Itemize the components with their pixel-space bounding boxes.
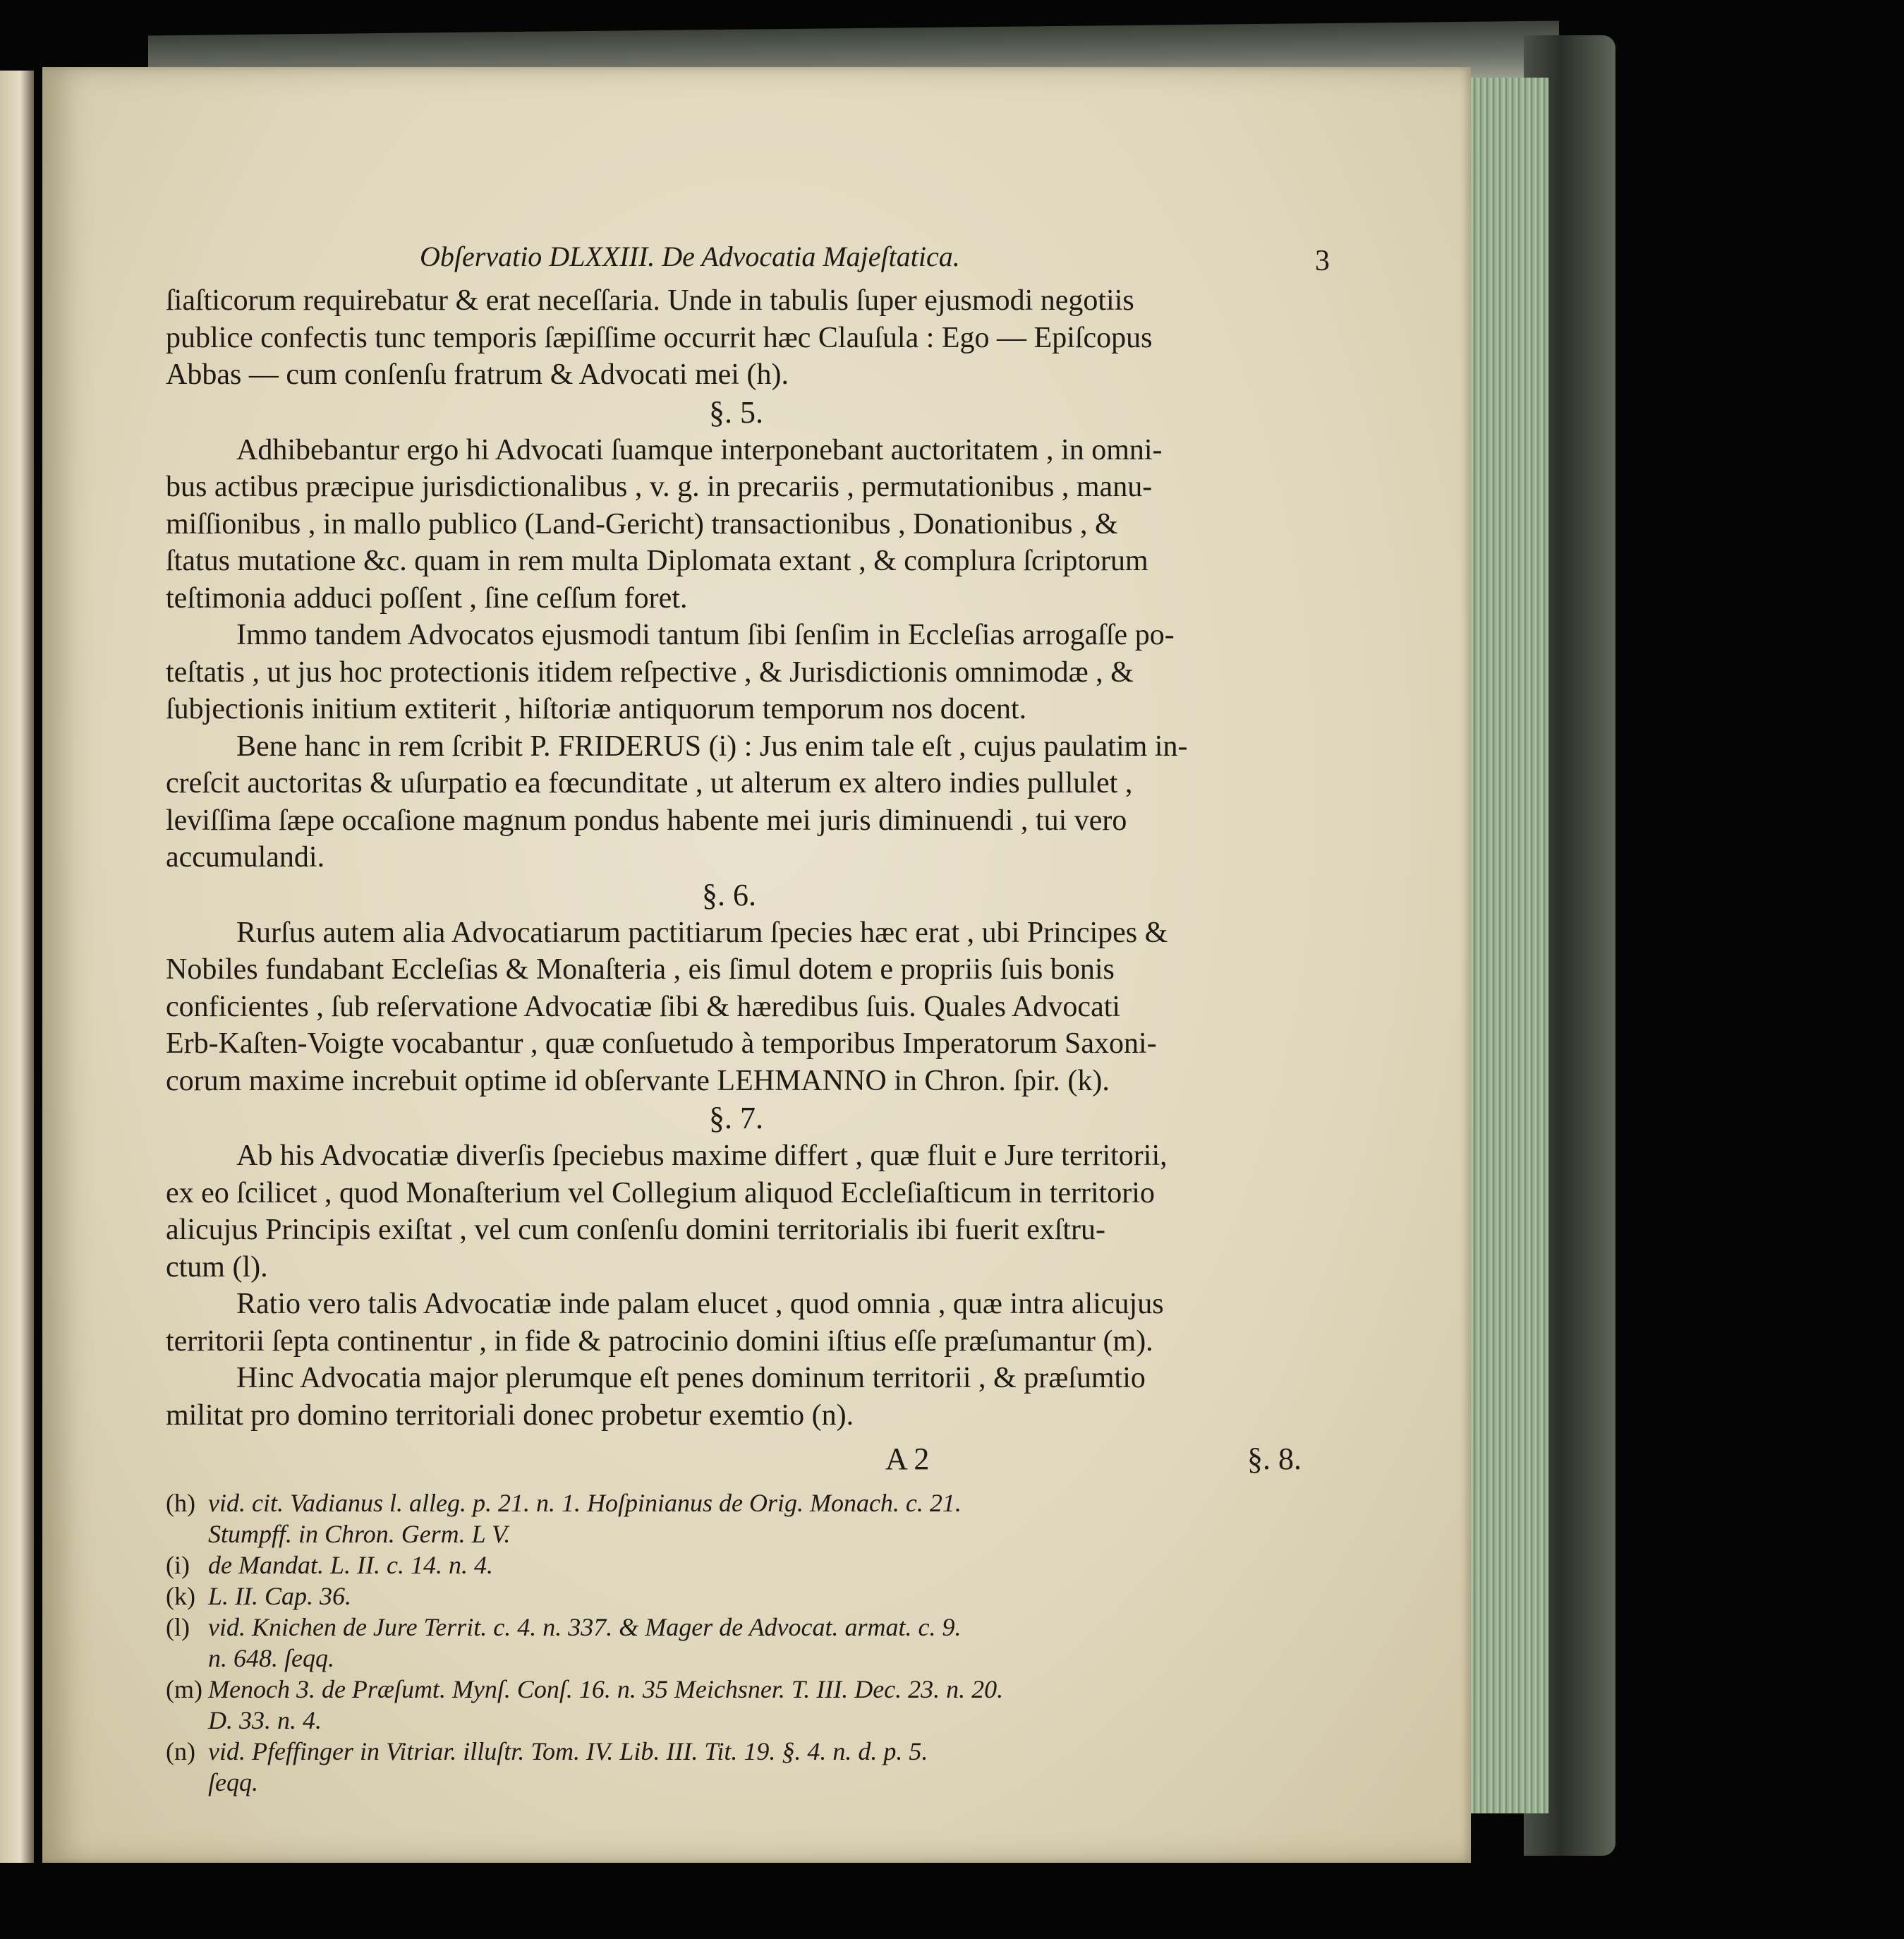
footnote-mark: (n) xyxy=(166,1737,195,1765)
paragraph xyxy=(166,282,1316,394)
paragraph xyxy=(166,1360,1316,1434)
text-line: territorii ſepta continentur , in fide & patrocinio domini iſtius eſſe præſumantur (m). xyxy=(166,1324,1153,1358)
text-line: alicujus Principis exiſtat , vel cum conſenſu domini territorialis ibi fuerit exſtru- xyxy=(166,1214,1106,1246)
text-line: accumulandi. xyxy=(166,841,325,874)
footnote-text: de Mandat. L. II. c. 14. n. 4. xyxy=(208,1551,493,1579)
text-line: teſtimonia adduci poſſent , ſine ceſſum foret. xyxy=(166,581,688,615)
footnote-mark: (l) xyxy=(166,1613,190,1641)
text-line: corum maxime increbuit optime id obſervante LEHMANNO in Chron. ſpir. (k). xyxy=(166,1064,1110,1097)
book-page xyxy=(42,67,1471,1863)
text-line: Adhibebantur ergo hi Advocati ſuamque interponebant auctoritatem , in omni- xyxy=(236,433,1163,466)
text-line: ſubjectionis initium extiterit , hiſtoriæ antiquorum temporum nos docent. xyxy=(166,693,1027,725)
text-line: ſiaſticorum requirebatur & erat neceſſaria. Unde in tabulis ſuper ejusmodi negotiis xyxy=(166,284,1134,317)
paragraph xyxy=(166,617,1316,728)
text-line: ex eo ſcilicet , quod Monaſterium vel Collegium aliquod Eccleſiaſticum in territorio xyxy=(166,1176,1155,1209)
paragraph xyxy=(166,728,1316,876)
footnote-continuation: ſeqq. xyxy=(208,1768,258,1796)
footnote xyxy=(166,1612,1316,1643)
footnote-text: L. II. Cap. 36. xyxy=(208,1582,352,1610)
signature-line xyxy=(166,1434,1316,1480)
text-line: teſtatis , ut jus hoc protectionis itidem reſpective , & Jurisdictionis omnimodæ , & xyxy=(166,656,1134,689)
footnote xyxy=(166,1550,1316,1581)
text-line: militat pro domino territoriali donec probetur exemtio (n). xyxy=(166,1399,854,1432)
body-text xyxy=(166,282,1316,1434)
footnote-mark: (m) xyxy=(166,1675,202,1703)
footnote-text: vid. cit. Vadianus l. alleg. p. 21. n. 1. Hoſpinianus de Orig. Monach. c. 21. xyxy=(208,1489,962,1517)
text-line: publice confectis tunc temporis ſæpiſſime occurrit hæc Clauſula : Ego — Epiſcopus xyxy=(166,321,1153,354)
section-heading: §. 7. xyxy=(709,1101,763,1135)
text-line: creſcit auctoritas & uſurpatio ea fœcunditate , ut alterum ex altero indies pullulet , xyxy=(166,767,1133,799)
text-line: miſſionibus , in mallo publico (Land-Gericht) transactionibus , Donationibus , & xyxy=(166,507,1118,540)
footnote-text: vid. Pfeffinger in Vitriar. illuſtr. Tom. IV. Lib. III. Tit. 19. §. 4. n. d. p. 5. xyxy=(208,1737,928,1765)
footnote-continuation: n. 648. ſeqq. xyxy=(208,1644,334,1672)
footnote-mark: (k) xyxy=(166,1582,195,1610)
section-heading: §. 6. xyxy=(702,877,756,912)
text-line: bus actibus præcipue jurisdictionalibus , v. g. in precariis , permutationibus , manu- xyxy=(166,471,1153,503)
footnote-mark: (i) xyxy=(166,1551,190,1579)
footnote xyxy=(166,1581,1316,1612)
footnote-mark: (h) xyxy=(166,1489,195,1517)
footnote-text: vid. Knichen de Jure Territ. c. 4. n. 337. & Mager de Advocat. armat. c. 9. xyxy=(208,1613,962,1641)
page-fore-edge xyxy=(1464,78,1548,1813)
catchword: §. 8. xyxy=(1247,1442,1302,1476)
running-title: Obſervatio DLXXIII. De Advocatia Majeſtatica. xyxy=(420,241,960,272)
running-header xyxy=(166,240,1330,282)
left-page-sliver xyxy=(0,71,34,1863)
paragraph xyxy=(166,432,1316,617)
footnote-text: Menoch 3. de Præſumt. Mynſ. Conſ. 16. n. 35 Meichsner. T. III. Dec. 23. n. 20. xyxy=(208,1675,1004,1703)
paragraph xyxy=(166,914,1316,1100)
text-line: ſtatus mutatione &c. quam in rem multa Diplomata extant , & complura ſcriptorum xyxy=(166,545,1148,577)
text-line: Ab his Advocatiæ diverſis ſpeciebus maxime differt , quæ fluit e Jure territorii, xyxy=(236,1140,1168,1172)
footnote xyxy=(166,1736,1316,1767)
text-line: Bene hanc in rem ſcribit P. FRIDERUS (i) : Jus enim tale eſt , cujus paulatim in- xyxy=(236,730,1188,763)
footnote xyxy=(166,1487,1316,1518)
text-line: Immo tandem Advocatos ejusmodi tantum ſibi ſenſim in Eccleſias arrogaſſe po- xyxy=(236,619,1175,651)
text-line: Hinc Advocatia major plerumque eſt penes dominum territorii , & præſumtio xyxy=(236,1362,1146,1394)
text-line: conficientes , ſub reſervatione Advocatiæ ſibi & hæredibus ſuis. Quales Advocati xyxy=(166,990,1121,1023)
footnote-continuation: D. 33. n. 4. xyxy=(208,1706,322,1734)
text-line: Erb-Kaſten-Voigte vocabantur , quæ conſuetudo à temporibus Imperatorum Saxoni- xyxy=(166,1027,1157,1060)
signature-mark: A 2 xyxy=(885,1442,930,1476)
text-line: Abbas — cum conſenſu fratrum & Advocati mei (h). xyxy=(166,358,789,391)
text-line: Ratio vero talis Advocatiæ inde palam elucet , quod omnia , quæ intra alicujus xyxy=(236,1288,1164,1320)
page-number: 3 xyxy=(1315,245,1330,277)
footnote xyxy=(166,1674,1316,1705)
footnotes xyxy=(166,1487,1316,1798)
text-line: Nobiles fundabant Eccleſias & Monaſteria , eis ſimul dotem e propriis ſuis bonis xyxy=(166,953,1115,986)
section-heading: §. 5. xyxy=(709,394,763,430)
text-line: Rurſus autem alia Advocatiarum pactitiarum ſpecies hæc erat , ubi Principes & xyxy=(236,916,1168,949)
paragraph xyxy=(166,1137,1316,1286)
footnote-continuation: Stumpff. in Chron. Germ. L V. xyxy=(208,1520,511,1548)
page-content xyxy=(166,240,1330,1798)
text-line: leviſſima ſæpe occaſione magnum pondus habente mei juris diminuendi , tui vero xyxy=(166,804,1127,837)
paragraph xyxy=(166,1286,1316,1360)
text-line: ctum (l). xyxy=(166,1250,268,1283)
